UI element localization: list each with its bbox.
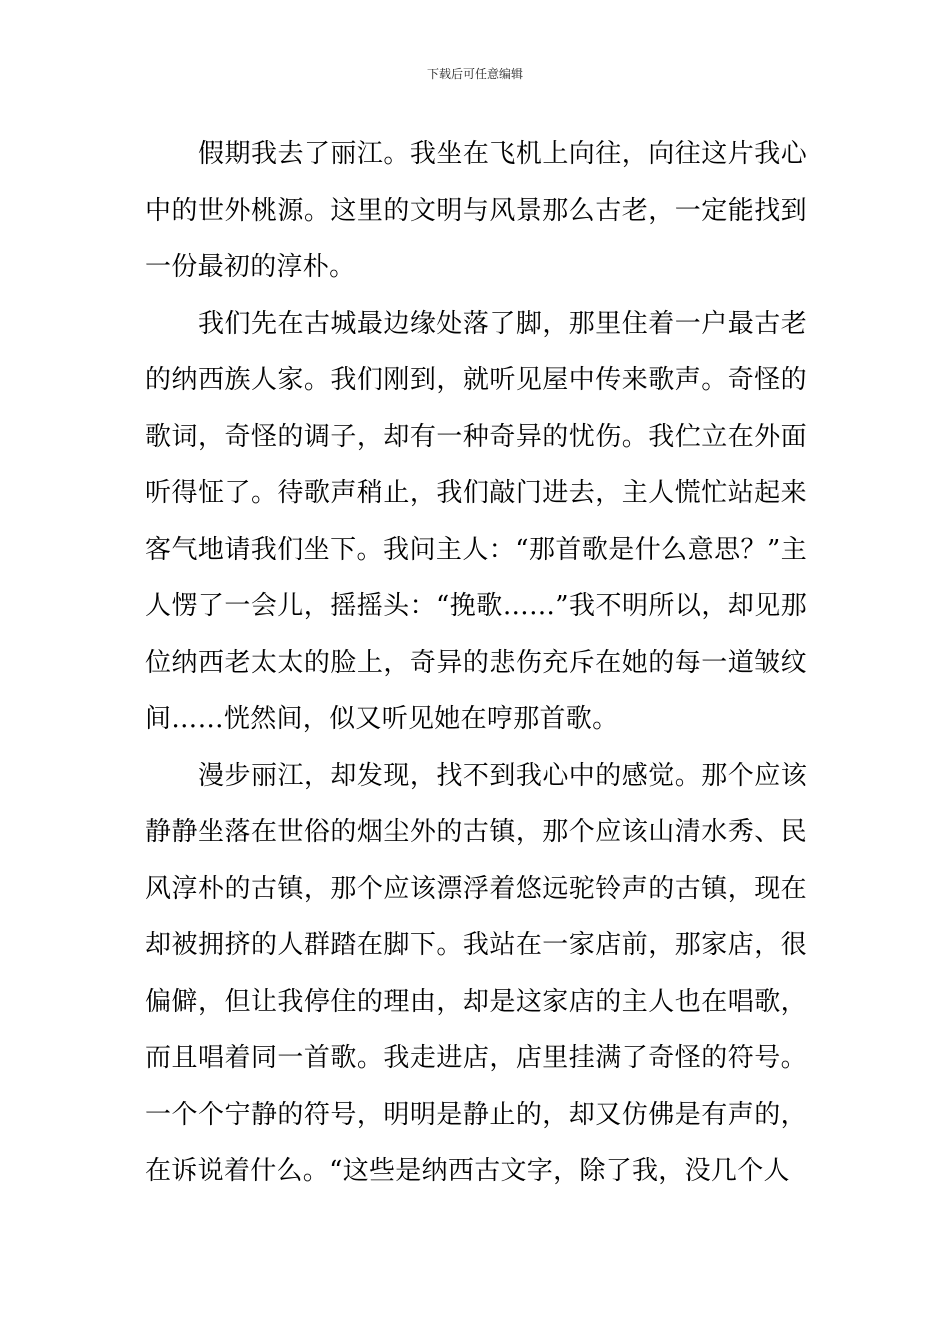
paragraph-3: 漫步丽江，却发现，找不到我心中的感觉。那个应该静静坐落在世俗的烟尘外的古镇，那个应该山清水秀、民风淳朴的古镇，那个应该漂浮着悠远驼铃声的古镇，现在却被拥挤的人群踏在脚下。我站在一家店前，那家店，很偏僻，但让我停住的理由，却是这家店的主人也在唱歌，而且唱着同一首歌。我走进店，店里挂满了奇怪的符号。一个个宁静的符号，明明是静止的，却又仿佛是有声的，在诉说着什么。“这些是纳西古文字，除了我，没几个人 bbox=[145, 760, 807, 1186]
header-note: 下载后可任意编辑 bbox=[426, 67, 523, 81]
document-body bbox=[145, 126, 807, 1200]
paragraph-2: 我们先在古城最边缘处落了脚，那里住着一户最古老的纳西族人家。我们刚到，就听见屋中传来歌声。奇怪的歌词，奇怪的调子，却有一种奇异的忧伤。我伫立在外面听得怔了。待歌声稍止，我们敲门进去，主人慌忙站起来客气地请我们坐下。我问主人：“那首歌是什么意思？”主人愣了一会儿，摇摇头：“挽歌……”我不明所以，却见那位纳西老太太的脸上，奇异的悲伤充斥在她的每一道皱纹间……恍然间，似又听见她在哼那首歌。 bbox=[145, 308, 807, 734]
paragraph-1: 假期我去了丽江。我坐在飞机上向往，向往这片我心中的世外桃源。这里的文明与风景那么古老，一定能找到一份最初的淳朴。 bbox=[145, 139, 807, 282]
